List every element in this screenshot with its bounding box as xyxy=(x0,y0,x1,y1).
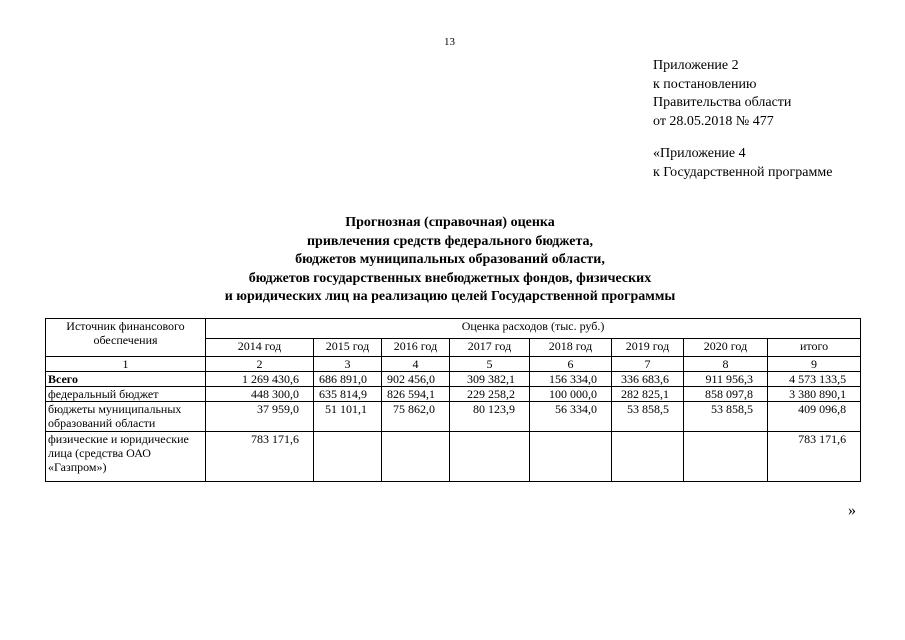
cell-value-total: 409 096,8 xyxy=(768,402,861,432)
year-header: 2020 год xyxy=(684,339,768,357)
year-header: 2019 год xyxy=(612,339,684,357)
cell-value: 100 000,0 xyxy=(530,387,612,402)
cell-value xyxy=(684,432,768,482)
cell-value: 858 097,8 xyxy=(684,387,768,402)
cell-value: 56 334,0 xyxy=(530,402,612,432)
document-title xyxy=(120,214,780,307)
row-label: федеральный бюджет xyxy=(46,387,206,402)
cell-value xyxy=(382,432,450,482)
column-number: 5 xyxy=(450,357,530,372)
title-line: и юридических лиц на реализацию целей Государственной программы xyxy=(224,289,676,304)
cell-value: 80 123,9 xyxy=(450,402,530,432)
column-number: 4 xyxy=(382,357,450,372)
table-row-federal xyxy=(46,387,861,402)
appendix-line: Правительства области xyxy=(653,95,792,110)
cell-value: 229 258,2 xyxy=(450,387,530,402)
table-row-total xyxy=(46,372,861,387)
estimate-header: Оценка расходов (тыс. руб.) xyxy=(206,319,861,339)
cell-value: 156 334,0 xyxy=(530,372,612,387)
column-number: 8 xyxy=(684,357,768,372)
cell-value: 51 101,1 xyxy=(314,402,382,432)
appendix-line: к постановлению xyxy=(653,76,757,92)
appendix-4-line: к Государственной программе xyxy=(653,164,833,180)
total-header: итого xyxy=(768,339,861,357)
appendix-block xyxy=(653,57,791,131)
row-label: бюджеты муниципальных образований области xyxy=(46,402,206,432)
appendix-4-block xyxy=(653,145,832,182)
cell-value: 75 862,0 xyxy=(382,402,450,432)
cell-value xyxy=(612,432,684,482)
year-header: 2015 год xyxy=(314,339,382,357)
table-header-row xyxy=(46,319,861,339)
cell-value: 635 814,9 xyxy=(314,387,382,402)
closing-quote: » xyxy=(848,502,856,519)
row-label: физические и юридические лица (средства ОАО «Газпром») xyxy=(46,432,206,482)
title-line: Прогнозная (справочная) оценка xyxy=(345,215,555,230)
cell-value: 826 594,1 xyxy=(382,387,450,402)
cell-value-total: 783 171,6 xyxy=(768,432,861,482)
year-header: 2014 год xyxy=(206,339,314,357)
table-row-legal-entities xyxy=(46,432,861,482)
cell-value: 911 956,3 xyxy=(684,372,768,387)
cell-value xyxy=(450,432,530,482)
cell-value: 448 300,0 xyxy=(206,387,314,402)
column-number: 3 xyxy=(314,357,382,372)
cell-value: 37 959,0 xyxy=(206,402,314,432)
cell-value xyxy=(530,432,612,482)
year-header: 2017 год xyxy=(450,339,530,357)
column-number: 1 xyxy=(46,357,206,372)
cell-value: 902 456,0 xyxy=(382,372,450,387)
year-header: 2018 год xyxy=(530,339,612,357)
financing-table xyxy=(45,318,861,482)
cell-value: 53 858,5 xyxy=(684,402,768,432)
row-label: Всего xyxy=(46,372,206,387)
column-number: 9 xyxy=(768,357,861,372)
cell-value: 686 891,0 xyxy=(314,372,382,387)
title-line: бюджетов государственных внебюджетных фондов, физических xyxy=(248,270,652,286)
column-number: 2 xyxy=(206,357,314,372)
appendix-line: от 28.05.2018 № 477 xyxy=(653,113,774,129)
cell-value-total: 4 573 133,5 xyxy=(768,372,861,387)
year-header: 2016 год xyxy=(382,339,450,357)
cell-value: 336 683,6 xyxy=(612,372,684,387)
cell-value: 282 825,1 xyxy=(612,387,684,402)
appendix-4-line: «Приложение 4 xyxy=(653,146,746,161)
column-number: 7 xyxy=(612,357,684,372)
cell-value: 53 858,5 xyxy=(612,402,684,432)
page-number: 13 xyxy=(444,36,455,48)
column-number: 6 xyxy=(530,357,612,372)
cell-value-total: 3 380 890,1 xyxy=(768,387,861,402)
title-line: привлечения средств федерального бюджета, xyxy=(306,233,594,249)
cell-value: 1 269 430,6 xyxy=(206,372,314,387)
cell-value xyxy=(314,432,382,482)
title-line: бюджетов муниципальных образований области, xyxy=(295,252,605,267)
cell-value: 783 171,6 xyxy=(206,432,314,482)
appendix-line: Приложение 2 xyxy=(653,58,739,73)
cell-value: 309 382,1 xyxy=(450,372,530,387)
table-row-municipal xyxy=(46,402,861,432)
column-number-row xyxy=(46,357,861,372)
source-header: Источник финансового обеспечения xyxy=(46,319,206,357)
